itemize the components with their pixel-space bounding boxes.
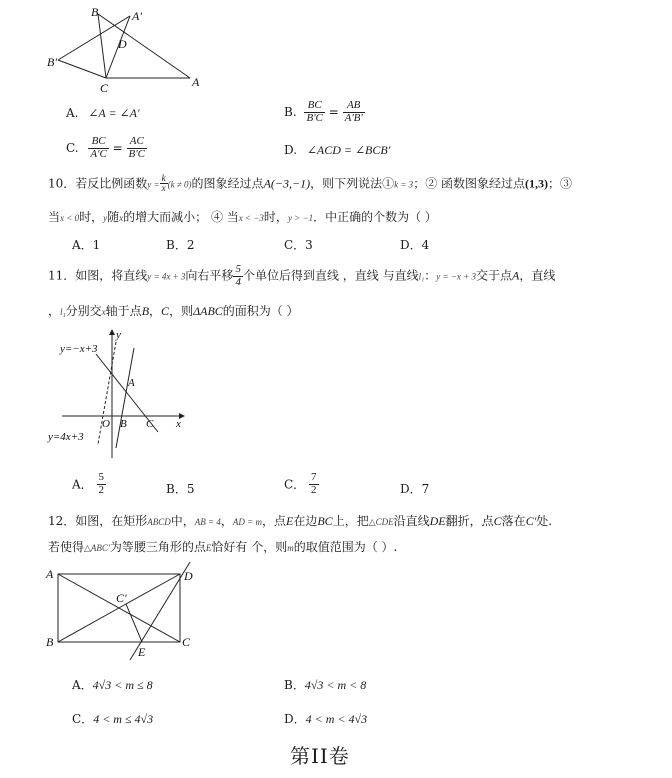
q9-option-a[interactable]: A. ∠A = ∠A' xyxy=(66,106,140,120)
fig2-label-y: y xyxy=(116,329,121,341)
fig3-label-e: E xyxy=(138,645,146,659)
q11-option-a[interactable]: A． $\frac{5}{2}$ xyxy=(72,471,104,496)
fig1-label-a1: A' xyxy=(132,9,142,23)
q10-line2: 当x < 0时，y随x的增大而减小； ④ 当x < −3时，y > −1．中正确的个数为（ ） xyxy=(48,210,437,224)
fig2-label-c: C xyxy=(146,418,154,430)
q11-line1: 11．如图，将直线y = 4x + 3向右平移 $\frac{5}{4}$ 个单位后得到直线 ，直线 与直线l₁：y = −x + 3交于点A，直线 xyxy=(48,263,556,288)
q12-line2: 若使得△ABC'为等腰三角形的点E恰好有 个，则m的取值范围为（ ）. xyxy=(48,540,398,554)
figure-rectangle-fold xyxy=(44,560,204,664)
segment-b1c xyxy=(58,60,106,78)
q9-option-c[interactable]: C. $\frac{BC}{A'C}$ = $\frac{AC}{B'C}$ xyxy=(66,135,145,160)
segment-c1d xyxy=(126,574,180,604)
q12-option-a[interactable]: A．4√3 < m ≤ 8 xyxy=(72,678,153,692)
q9-option-b[interactable]: B. $\frac{BC}{B'C}$ = $\frac{AB}{A'B'}$ xyxy=(284,99,363,124)
figure-triangles xyxy=(40,6,210,98)
figure-coordinate-lines xyxy=(46,324,196,464)
fig3-label-c1: C' xyxy=(116,591,127,605)
fig2-label-x: x xyxy=(176,418,181,430)
q10-option-c[interactable]: C．3 xyxy=(284,238,313,252)
fig3-label-d: D xyxy=(184,569,193,583)
fig2-label-b: B xyxy=(120,418,127,430)
fig1-label-d: D xyxy=(118,37,127,51)
fig3-label-c: C xyxy=(182,635,191,649)
fig2-label-o: O xyxy=(102,418,110,430)
q10-option-b[interactable]: B．2 xyxy=(166,238,195,252)
q11-line2: ，l₁分别交x轴于点B，C，则ΔABC的面积为（ ） xyxy=(48,304,299,318)
segment-c1e xyxy=(126,604,142,642)
q10-line1: 10．若反比例函数y = $\frac{k}{x}$ (k ≠ 0)的图象经过点A(−3,−1)，则下列说法①k = 3；② 函数图象经过点(1,3)；③ xyxy=(48,173,573,194)
fig1-label-b: B xyxy=(91,6,99,19)
q10-option-d[interactable]: D．4 xyxy=(400,238,430,252)
q11-option-c[interactable]: C． $\frac{7}{2}$ xyxy=(284,471,317,496)
q12-option-b[interactable]: B．4√3 < m < 8 xyxy=(284,678,367,692)
q12-line1: 12．如图，在矩形ABCD中，AB = 4，AD = m，点E在边BC上，把△CDE沿直线DE翻折，点C落在C'处. xyxy=(48,514,553,528)
segment-bc1 xyxy=(58,604,126,642)
q11-option-b[interactable]: B．5 xyxy=(166,482,195,496)
segment-bc xyxy=(98,14,106,78)
fig1-label-c: C xyxy=(100,81,109,95)
segment-ba xyxy=(98,14,190,78)
q10-option-a[interactable]: A．1 xyxy=(72,238,101,252)
fig1-label-b1: B' xyxy=(47,55,57,69)
section-title: 第II卷 xyxy=(290,744,350,768)
q9-option-d[interactable]: D. ∠ACD = ∠BCB' xyxy=(284,143,391,157)
fig3-label-a: A xyxy=(46,567,54,581)
fig2-label-a: A xyxy=(128,377,135,389)
q12-option-d[interactable]: D．4 < m < 4√3 xyxy=(284,712,368,726)
fig1-label-a: A xyxy=(192,75,200,89)
q11-option-d[interactable]: D．7 xyxy=(400,482,430,496)
fig2-label-l2: y=−x+3 xyxy=(60,343,98,355)
fig3-label-b: B xyxy=(46,635,54,649)
q12-option-c[interactable]: C．4 < m ≤ 4√3 xyxy=(72,712,154,726)
fig2-label-l1: y=4x+3 xyxy=(48,431,84,443)
